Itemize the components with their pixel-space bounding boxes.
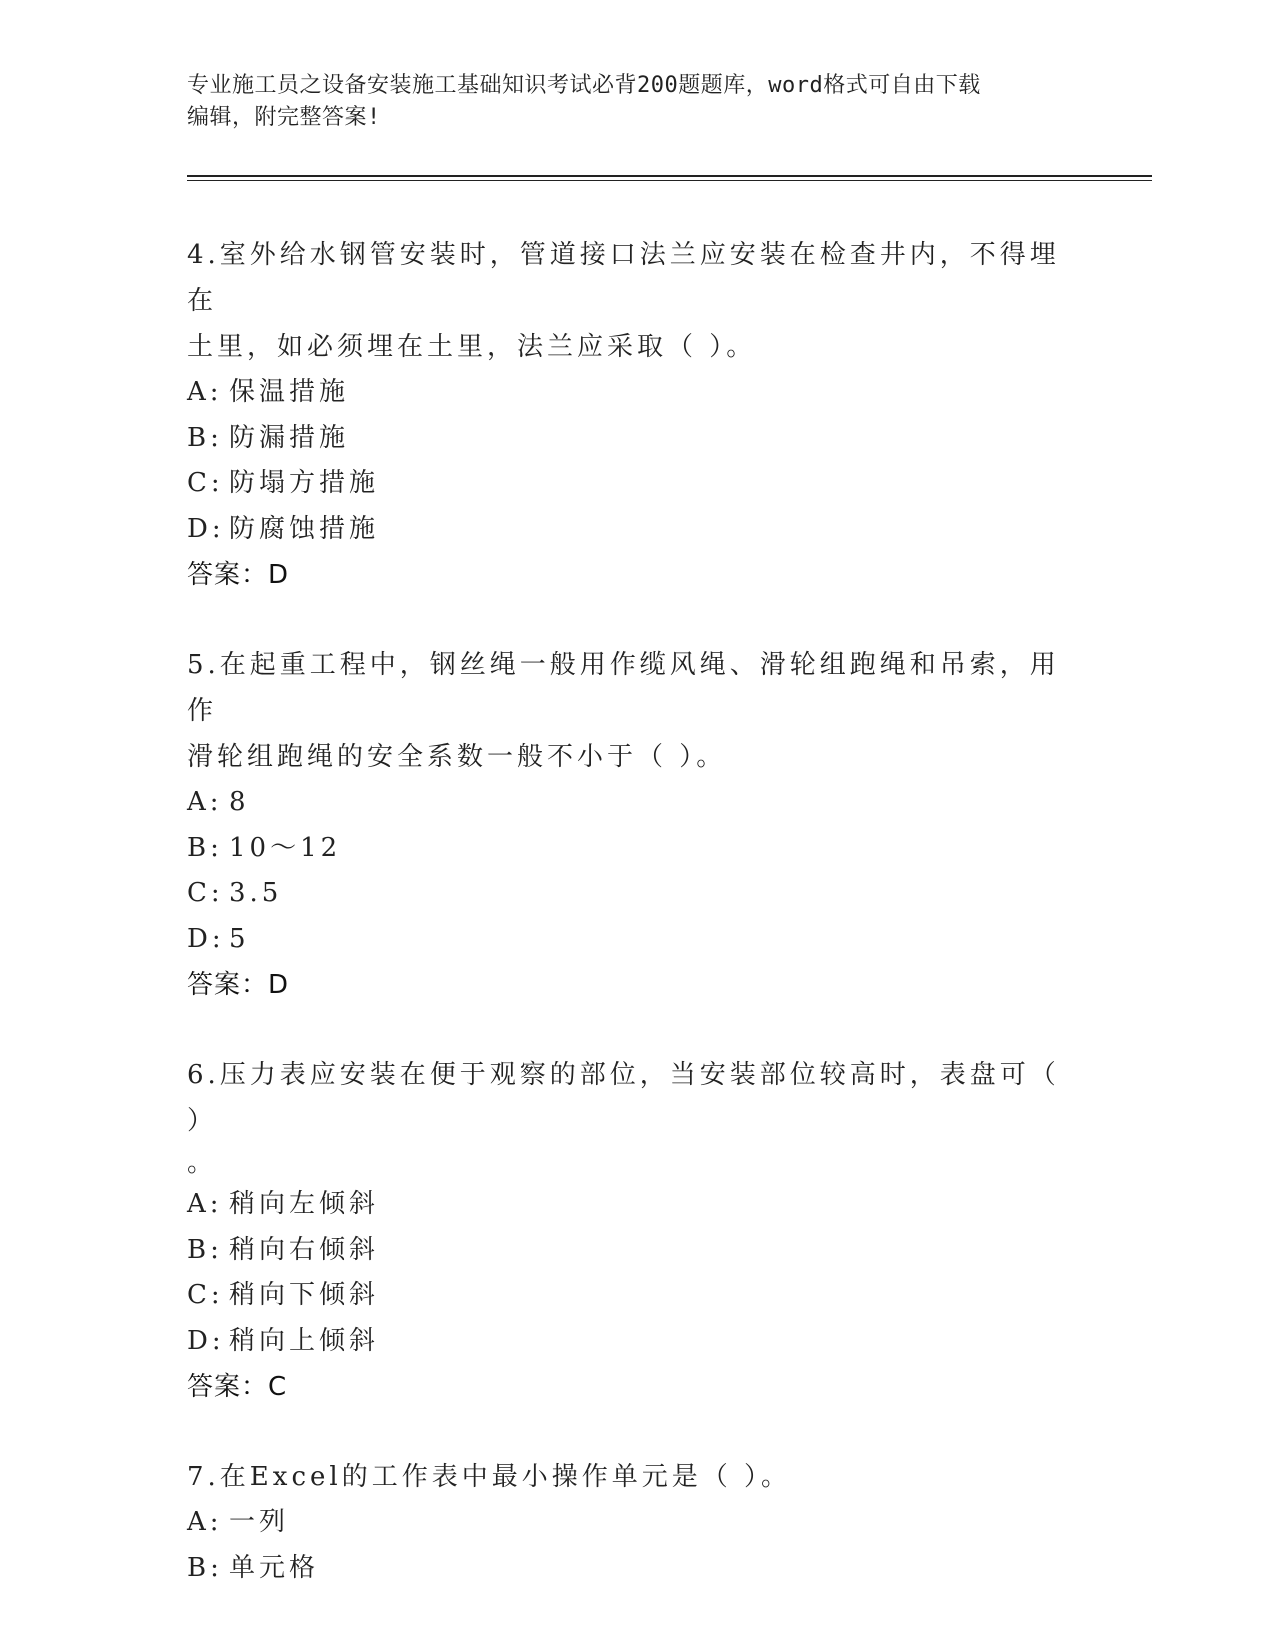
option-letter: C: — [187, 468, 224, 498]
header-title-line-1: 专业施工员之设备安装施工基础知识考试必背200题题库，word格式可自由下载 — [187, 73, 981, 98]
option-text: 防塌方措施 — [229, 468, 380, 498]
option-c — [187, 461, 1067, 507]
option-text: 8 — [229, 787, 250, 817]
document-header — [187, 70, 1067, 134]
option-text: 一列 — [229, 1507, 290, 1537]
option-letter: D: — [187, 923, 225, 954]
option-letter: D: — [187, 513, 225, 544]
option-text: 稍向上倾斜 — [229, 1325, 380, 1356]
question-stem-line: 7.在Excel的工作表中最小操作单元是（ ）。 — [187, 1462, 791, 1492]
option-b — [187, 416, 1067, 462]
option-c — [187, 1273, 1067, 1319]
option-text: 稍向右倾斜 — [229, 1234, 380, 1265]
option-text: 3.5 — [229, 878, 283, 908]
question-5 — [187, 642, 1067, 1008]
question-stem-line: 土里，如必须埋在土里，法兰应采取（ ）。 — [187, 332, 757, 362]
option-letter: C: — [187, 1280, 224, 1310]
option-letter: C: — [187, 878, 224, 908]
answer-line: 答案：D — [187, 560, 290, 590]
option-text: 单元格 — [229, 1552, 320, 1583]
answer-line: 答案：C — [187, 1372, 288, 1402]
option-letter: A: — [187, 787, 223, 817]
option-text: 保温措施 — [229, 377, 350, 407]
option-text: 10～12 — [229, 832, 342, 863]
option-b — [187, 1228, 1067, 1274]
option-letter: B: — [187, 832, 223, 863]
option-letter: A: — [187, 377, 223, 407]
question-7 — [187, 1454, 1067, 1591]
question-6 — [187, 1052, 1067, 1410]
option-d — [187, 917, 1067, 963]
option-text: 稍向左倾斜 — [229, 1189, 380, 1219]
option-letter: B: — [187, 1552, 223, 1583]
option-letter: A: — [187, 1507, 223, 1537]
question-list — [187, 232, 1067, 1635]
option-a — [187, 1500, 1067, 1546]
option-a — [187, 370, 1067, 416]
question-stem-line: 。 — [187, 1148, 218, 1178]
option-letter: D: — [187, 1325, 225, 1356]
option-b — [187, 1546, 1067, 1592]
option-c — [187, 871, 1067, 917]
option-b — [187, 826, 1067, 872]
option-letter: B: — [187, 422, 223, 453]
question-stem-line: 滑轮组跑绳的安全系数一般不小于（ ）。 — [187, 742, 727, 772]
option-d — [187, 1319, 1067, 1365]
question-stem-line: 4.室外给水钢管安装时，管道接口法兰应安装在检查井内，不得埋在 — [187, 240, 1060, 316]
option-letter: A: — [187, 1189, 223, 1219]
option-d — [187, 507, 1067, 553]
header-divider-thick — [187, 175, 1152, 177]
option-a — [187, 780, 1067, 826]
question-4 — [187, 232, 1067, 598]
header-title-line-2: 编辑，附完整答案! — [187, 105, 381, 130]
option-letter: B: — [187, 1234, 223, 1265]
question-stem-line: 6.压力表应安装在便于观察的部位，当安装部位较高时，表盘可（ ） — [187, 1060, 1060, 1136]
option-a — [187, 1182, 1067, 1228]
question-stem-line: 5.在起重工程中，钢丝绳一般用作缆风绳、滑轮组跑绳和吊索，用作 — [187, 650, 1060, 726]
option-text: 稍向下倾斜 — [229, 1280, 380, 1310]
answer-line: 答案：D — [187, 970, 290, 1000]
option-text: 防漏措施 — [229, 422, 350, 453]
option-text: 5 — [229, 923, 250, 954]
header-divider-thin — [187, 180, 1152, 181]
option-text: 防腐蚀措施 — [229, 513, 380, 544]
